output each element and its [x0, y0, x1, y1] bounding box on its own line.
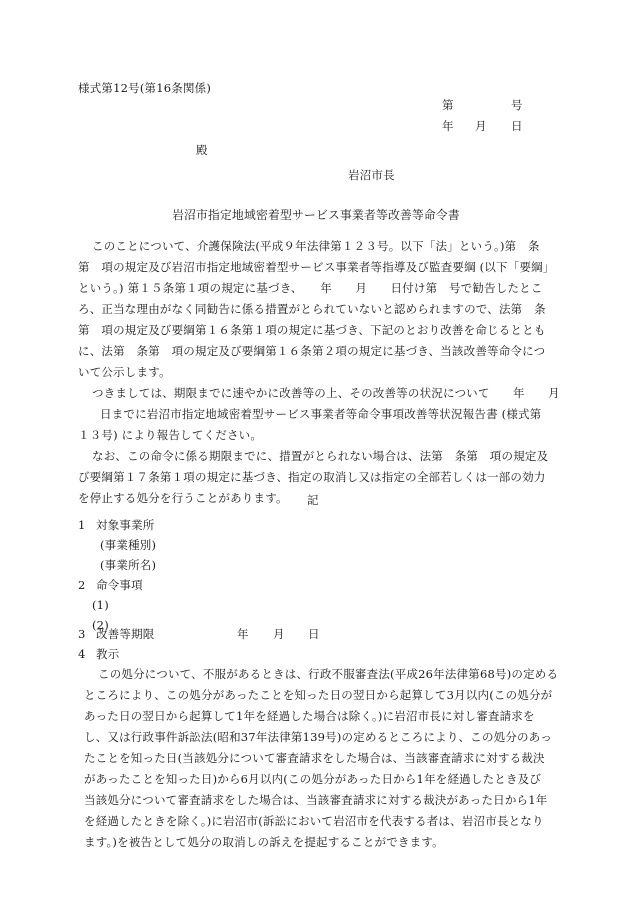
- body-line: ろ、正当な理由がなく同勧告に係る措置がとられていないと認められますので、法第 条: [78, 302, 546, 316]
- date-month: 月: [475, 119, 487, 133]
- item-1-number: 1: [78, 518, 86, 532]
- body-paragraph-2: [78, 383, 560, 446]
- item-3-day: 日: [308, 627, 320, 641]
- addressee-honorific: 殿: [196, 143, 208, 157]
- body-line: を停止する処分を行うことがあります。: [78, 491, 288, 505]
- form-label: 様式第12号(第16条関係): [78, 81, 212, 95]
- item-3-month: 月: [273, 627, 285, 641]
- notice-line: ところにより、この処分があったことを知った日の翌日から起算して3月以内(この処分が: [84, 688, 553, 702]
- date-year: 年: [442, 119, 454, 133]
- body-line: なお、この命令に係る期限までに、措置がとられない場合は、法第 条第 項の規定及: [92, 449, 549, 463]
- body-line: び要綱第１７条第１項の規定に基づき、指定の取消し又は指定の全部若しくは一部の効力: [78, 470, 546, 484]
- item-3-year: 年: [237, 627, 249, 641]
- item-1-business-name: (事業所名): [100, 558, 157, 572]
- sender-name: 岩沼市長: [348, 168, 395, 182]
- body-line: という。) 第１５条第１項の規定に基づき、 年 月 日付け第 号で勧告したとこ: [78, 281, 543, 295]
- body-line: １３号) により報告してください。: [78, 428, 263, 442]
- notice-line: たことを知った日(当該処分について審査請求をした場合は、当該審査請求に対する裁決: [84, 751, 545, 765]
- item-2-label: 命令事項: [96, 578, 143, 592]
- date-day: 日: [511, 119, 523, 133]
- notice-line: この処分について、不服があるときは、行政不服審査法(平成26年法律第68号)の定める: [98, 667, 559, 681]
- item-3-number: 3: [78, 627, 86, 641]
- item-1-business-type: (事業種別): [100, 538, 157, 552]
- notice-line: 当該処分について審査請求をした場合は、当該審査請求に対する裁決があった日から1年: [84, 793, 548, 807]
- appeal-notice: [84, 664, 559, 853]
- notice-line: ます。)を被告として処分の取消しの訴えを提起することができます。: [84, 835, 444, 849]
- item-4-label: 教示: [96, 647, 120, 661]
- item-3-label: 改善等期限: [96, 627, 155, 641]
- body-line: つきましては、期限までに速やかに改善等の上、その改善等の状況について 年 月: [92, 386, 560, 400]
- body-line: このことについて、介護保険法(平成９年法律第１２３号。以下「法」という。)第 条: [92, 239, 540, 253]
- document-title: 岩沼市指定地域密着型サービス事業者等改善等命令書: [172, 208, 460, 222]
- notice-line: あった日の翌日から起算して1年を経過した場合は除く。)に岩沼市長に対し審査請求を: [84, 709, 535, 723]
- body-line: に、法第 条第 項の規定及び要綱第１６条第２項の規定に基づき、当該改善等命令につ: [78, 344, 546, 358]
- body-line: 第 項の規定及び要綱第１６条第１項の規定に基づき、下記のとおり改善を命じるととも: [78, 323, 546, 337]
- notice-line: を経過したときを除く。)に岩沼市(訴訟において岩沼市を代表する者は、岩沼市長となり: [84, 814, 544, 828]
- body-paragraph-1: [78, 236, 555, 383]
- item-4-number: 4: [78, 647, 86, 661]
- notice-line: があったことを知った日)から6月以内(この処分があった日から1年を経過したとき及び: [84, 772, 542, 786]
- doc-number-suffix: 号: [511, 98, 523, 112]
- body-line: 第 項の規定及び岩沼市指定地域密着型サービス事業者等指導及び監査要綱 (以下「要綱」: [78, 260, 555, 274]
- body-line: 日までに岩沼市指定地域密着型サービス事業者等命令事項改善等状況報告書 (様式第: [100, 407, 542, 421]
- notice-line: し、又は行政事件訴訟法(昭和37年法律第139号)の定めるところにより、この処分のあっ: [84, 730, 553, 744]
- body-line: いて公示します。: [78, 365, 171, 379]
- item-1-label: 対象事業所: [96, 518, 155, 532]
- item-2-number: 2: [78, 578, 86, 592]
- ki-heading: 記: [307, 493, 319, 507]
- item-2-sub-1: (1): [92, 598, 109, 612]
- doc-number-prefix: 第: [442, 98, 454, 112]
- item-2-sub-2: (2): [92, 618, 109, 632]
